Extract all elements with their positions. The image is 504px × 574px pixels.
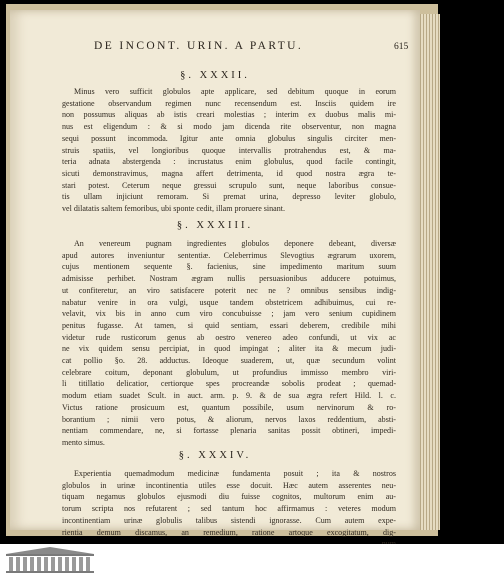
text-line: sicuti demonstravimus, magna affert detrimenta, id quod nostra ægra te-: [62, 168, 396, 178]
section-heading-33: §. XXXIII.: [176, 220, 254, 231]
text-line: Experientia quemadmodum medicinæ fundamenta posuit ; ita & nostros: [74, 469, 396, 478]
running-head: DE INCONT. URIN. A PARTU.: [94, 40, 304, 52]
text-line: velavit, vix bis in anno cum viro concubuisse ; jam vero senium cupidinem: [62, 309, 396, 319]
text-line: nus est eligendum : & si modo jam dicenda rite observentur, non magna: [62, 122, 396, 132]
text-line: cujus mentionem sequente §. facienius, sine impedimento maritum suum: [62, 262, 396, 272]
text-line: tis ullam injiciunt remoram. Si premat urina, depresso leviter globulo,: [62, 192, 396, 202]
text-line: torum scripta nos refutarent ; sed tantum hoc affirmamus : veteres modum: [62, 504, 396, 514]
text-line: ne vix quidem sensu percipiat, in quod impingat ; aliter ita & mecum judi-: [62, 344, 396, 354]
page-number: 615: [394, 42, 409, 52]
text-line: admisisse perhibet. Nostram ægram nullis persuasionibus adducere potuimus,: [62, 274, 396, 284]
page-edges: [418, 14, 440, 530]
text-line: rientia demum discamus, an remedium, ratione artoque excogitatum, dig-: [62, 527, 396, 537]
text-line: li titillatio delicatior, certiorque spes procreandæ sobolis prodeat ; quemad-: [62, 379, 396, 389]
text-line: apud autores inveniuntur sententiæ. Celeberrimus Slevogtius ægrarum uxorem,: [62, 250, 396, 260]
text-line: gestatione observandum regimen nunc recensendum est. Insciis quidem ire: [62, 98, 396, 108]
text-line: An venereum pugnam ingredientes globulos deponere debeant, diversæ: [74, 239, 396, 248]
text-line: videtur rude rusticorum genus ab oestro venereo adeo confundi, ut vix ac: [62, 332, 396, 342]
library-building-icon: [4, 546, 96, 573]
text-line: mento simus.: [62, 437, 105, 447]
section-heading-34: §. XXXIV.: [178, 450, 252, 461]
text-line: nabatur venire in ora vulgi, usque tandem obstetricem adhibuimus, cui re-: [62, 297, 396, 307]
text-line: incontinentiam urinæ globulis talibus sistendi ignorasse. Cum autem expe-: [62, 515, 396, 525]
text-line: globulos in urinæ incontinentia utiles esse docuit. Hæc autem asserentes neu-: [62, 480, 396, 490]
text-line: tiquam negamus globulos ejusmodi diu fuisse cognitos, multorum enim au-: [62, 492, 396, 502]
text-line: struis spatiis, vel longioribus quoque intervallis protrahendus est, & ma-: [62, 145, 396, 155]
text-line: modum etiam suadet Scult. in auct. arm. p. 9. & de sua ægra refert Hild. l. c.: [62, 391, 396, 401]
text-line: penitus fugasse. At tamen, si quid sentiam, essari deberem, credibile mihi: [62, 320, 396, 330]
text-line: non possumus aliquas ab istis creari molestias ; interim ex duobus malis mi-: [62, 110, 396, 120]
text-line: Minus vero sufficit globulos apte applicare, sed debitum quoque in eorum: [74, 87, 396, 96]
text-line: sequi possunt incommoda. Igitur ante omnia globulus singulis circiter men-: [62, 133, 396, 143]
section-34-text: [62, 468, 396, 550]
text-line: borantium ; nimii vero potus, & aliorum, nervos laxos reddentium, absti-: [62, 414, 396, 424]
text-line: Victus ratione prosicuum est, quantum possibile, usum nervinorum & ro-: [62, 402, 396, 412]
text-line: nentiam commendare, ne, si fortasse plenaria sanitas possit obtineri, impedi-: [62, 426, 396, 436]
text-line: ut confiteretur, an viro satisfacere poterit nec ne ? omnibus sensibus indig-: [62, 285, 396, 295]
section-32-text: [62, 86, 396, 215]
text-line: celebrare coitum, deponant globulum, ut profundius immisso membro viri-: [62, 367, 396, 377]
book-page: [10, 10, 420, 537]
text-line: vel dilatatis saltem femoribus, ubi sponte cedit, illam proruere sinant.: [62, 204, 286, 214]
text-line: cat pollio §o. 28. adductus. Ideoque suaderem, ut, quæ secundum volint: [62, 356, 396, 366]
text-line: teria adnata abstergenda : incrustatus enim globulus, quod facile contingit,: [62, 157, 396, 167]
section-33-text: [62, 238, 396, 449]
section-heading-32: §. XXXII.: [180, 70, 250, 81]
text-line: stari potest. Ceterum neque gressui scrupulo sunt, neque laboribus consue-: [62, 180, 396, 190]
